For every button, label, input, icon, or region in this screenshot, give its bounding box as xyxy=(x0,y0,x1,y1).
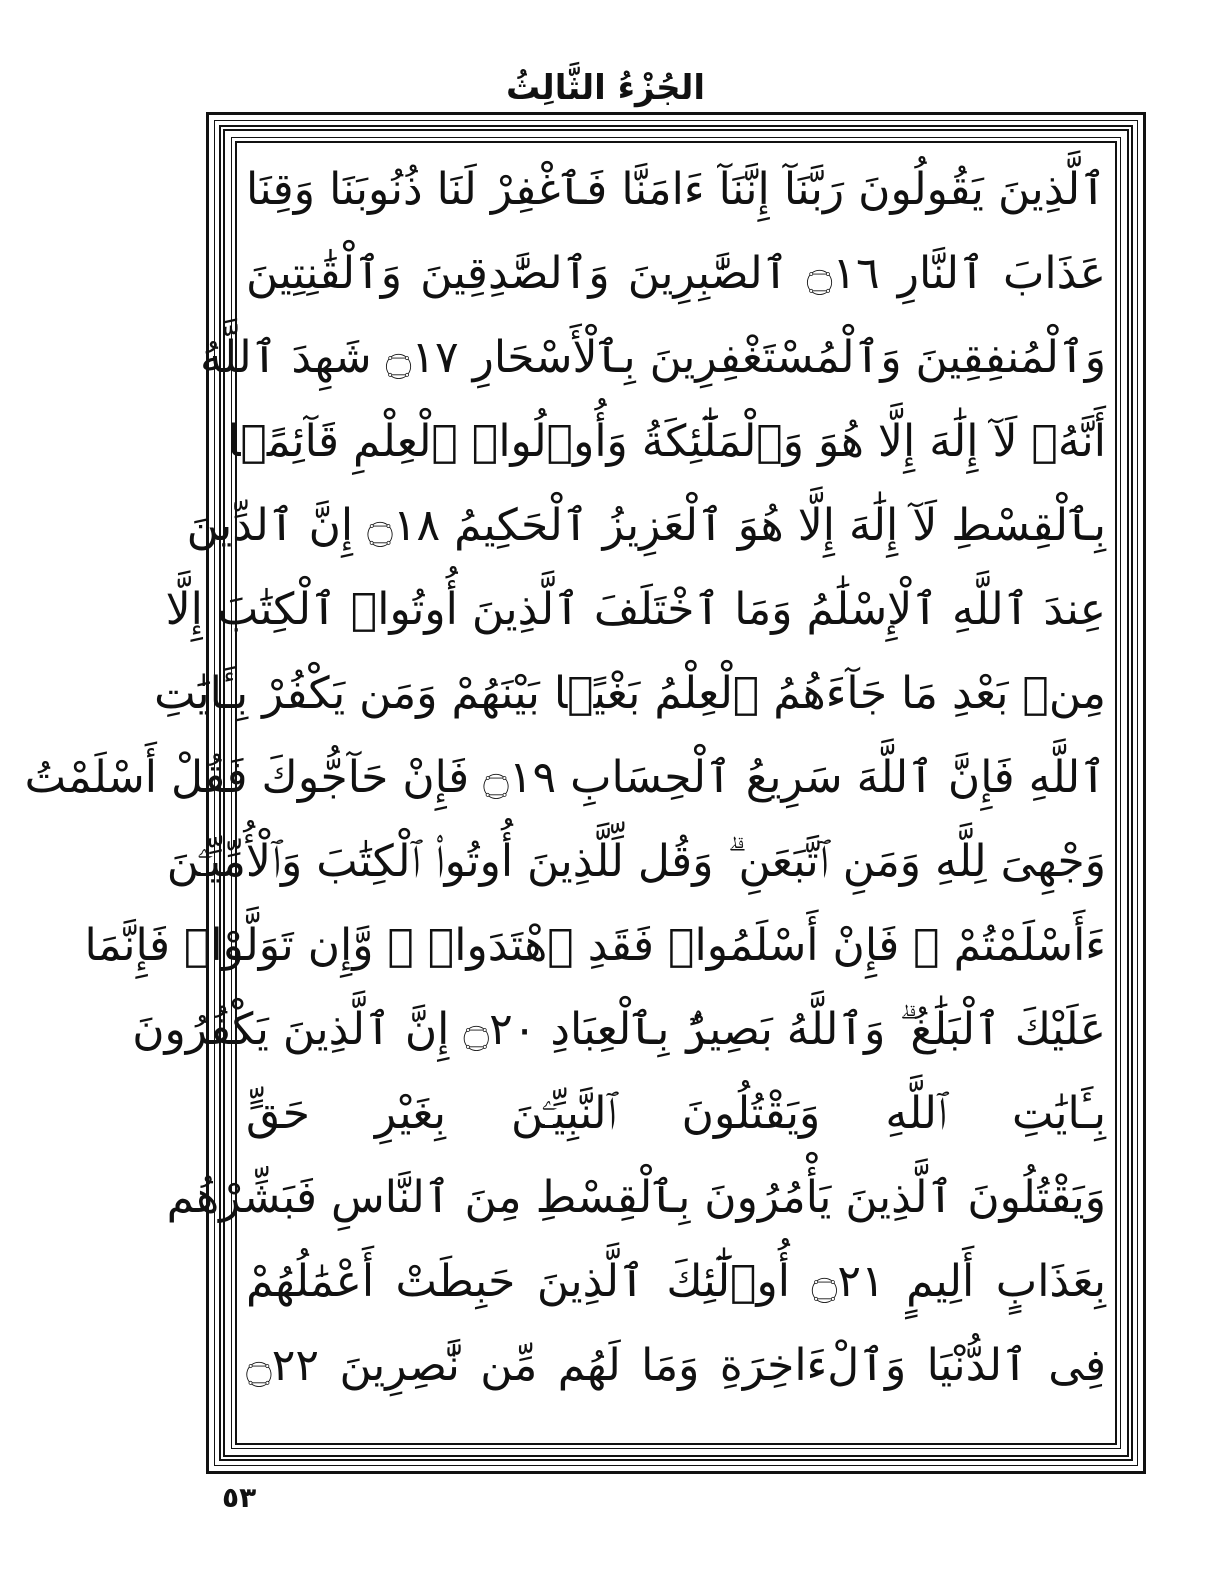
verse-line-1: ٱلَّذِينَ يَقُولُونَ رَبَّنَآ إِنَّنَآ ءَامَنَّا فَٱغْفِرْ لَنَا ذُنُوبَنَا وَقِنَا xyxy=(246,164,1106,215)
verse-line-6: عِندَ ٱللَّهِ ٱلْإِسْلَٰمُ وَمَا ٱخْتَلَفَ ٱلَّذِينَ أُوتُوا۟ ٱلْكِتَٰبَ إِلَّا xyxy=(165,584,1106,635)
juz-title: الجُزْءُ الثَّالِثُ xyxy=(505,68,706,108)
page-number: ٥٣ xyxy=(222,1481,257,1514)
verse-line-9: وَجْهِىَ لِلَّهِ وَمَنِ ٱتَّبَعَنِ ۗ وَقُل لِّلَّذِينَ أُوتُوا۟ ٱلْكِتَٰبَ وَٱلْأُمِّيِّـۧنَ xyxy=(166,836,1106,887)
verse-line-11: عَلَيْكَ ٱلْبَلَٰغُ ۗ وَٱللَّهُ بَصِيرٌۢ بِٱلْعِبَادِ ۝٢٠ إِنَّ ٱلَّذِينَ يَكْفُرُونَ xyxy=(132,1004,1106,1055)
verse-line-15: فِى ٱلدُّنْيَا وَٱلْءَاخِرَةِ وَمَا لَهُم مِّن نَّٰصِرِينَ ۝٢٢ xyxy=(246,1340,1106,1391)
verse-line-14: بِعَذَابٍ أَلِيمٍ ۝٢١ أُو۟لَٰٓئِكَ ٱلَّذِينَ حَبِطَتْ أَعْمَٰلُهُمْ xyxy=(246,1256,1106,1307)
verse-line-13: وَيَقْتُلُونَ ٱلَّذِينَ يَأْمُرُونَ بِٱلْقِسْطِ مِنَ ٱلنَّاسِ فَبَشِّرْهُم xyxy=(166,1172,1106,1223)
verse-line-7: مِنۢ بَعْدِ مَا جَآءَهُمُ ٱلْعِلْمُ بَغْيًۢا بَيْنَهُمْ وَمَن يَكْفُرْ بِـَٔايَٰتِ xyxy=(154,668,1106,719)
verse-line-4: أَنَّهُۥ لَآ إِلَٰهَ إِلَّا هُوَ وَٱلْمَلَٰٓئِكَةُ وَأُو۟لُوا۟ ٱلْعِلْمِ قَآئِمًۢا xyxy=(227,416,1106,467)
verse-line-5: بِٱلْقِسْطِ لَآ إِلَٰهَ إِلَّا هُوَ ٱلْعَزِيزُ ٱلْحَكِيمُ ۝١٨ إِنَّ ٱلدِّينَ xyxy=(186,500,1106,551)
quran-text-block xyxy=(24,148,1106,1408)
verse-line-2: عَذَابَ ٱلنَّارِ ۝١٦ ٱلصَّٰبِرِينَ وَٱلصَّٰدِقِينَ وَٱلْقَٰنِتِينَ xyxy=(246,248,1106,299)
verse-line-10: ءَأَسْلَمْتُمْ ۚ فَإِنْ أَسْلَمُوا۟ فَقَدِ ٱهْتَدَوا۟ ۖ وَّإِن تَوَلَّوْا۟ فَإِنَّمَا xyxy=(84,920,1106,971)
verse-line-8: ٱللَّهِ فَإِنَّ ٱللَّهَ سَرِيعُ ٱلْحِسَابِ ۝١٩ فَإِنْ حَآجُّوكَ فَقُلْ أَسْلَمْتُ xyxy=(24,752,1106,803)
verse-line-3: وَٱلْمُنفِقِينَ وَٱلْمُسْتَغْفِرِينَ بِٱلْأَسْحَارِ ۝١٧ شَهِدَ ٱللَّهُ xyxy=(200,332,1106,383)
verse-line-12: بِـَٔايَٰتِ ٱللَّهِ وَيَقْتُلُونَ ٱلنَّبِيِّـۧنَ بِغَيْرِ حَقٍّ xyxy=(246,1088,1106,1139)
